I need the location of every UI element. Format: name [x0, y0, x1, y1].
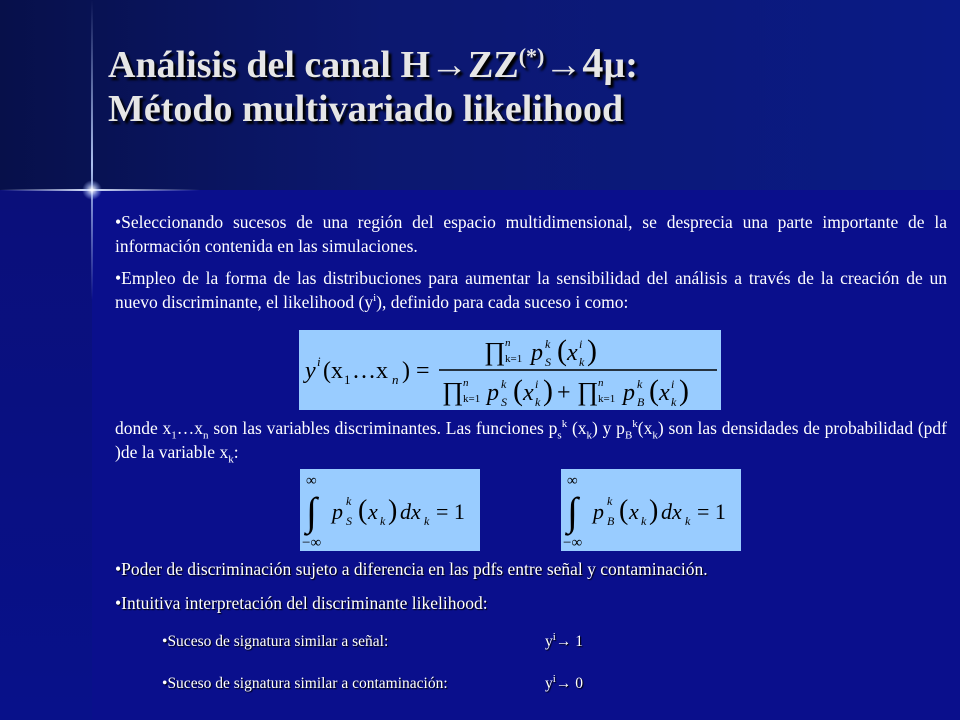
svg-text:x: x: [629, 499, 639, 524]
svg-text:(: (: [619, 495, 629, 526]
sub-bullet-background-value: $y^i\to 0$: [545, 672, 583, 692]
svg-text:p: p: [531, 340, 543, 366]
title-line-2: Método multivariado likelihood: [108, 88, 624, 130]
svg-text:n: n: [598, 377, 604, 389]
integral-signal: [300, 469, 480, 551]
bullet-3: • Poder de discriminación sujeto a diferencia en las pdfs entre señal y contaminación.: [115, 557, 947, 581]
svg-text:(: (: [557, 334, 567, 367]
svg-text:): ): [679, 374, 689, 407]
svg-text:k: k: [607, 494, 613, 508]
svg-text:∫: ∫: [567, 489, 578, 534]
svg-text:x: x: [368, 499, 378, 524]
svg-text:∏: ∏: [577, 377, 599, 406]
svg-text:(x: (x: [323, 358, 343, 384]
sub-bullet-signal-value: $y^i\to 1$: [545, 630, 583, 650]
svg-text:x: x: [523, 380, 534, 406]
likelihood-formula-svg: [299, 330, 721, 410]
svg-text:∞: ∞: [306, 473, 317, 489]
lower-bullets: [115, 557, 947, 623]
svg-text:…x: …x: [352, 358, 388, 384]
svg-text:= 1: = 1: [697, 499, 726, 524]
sub-bullet-signal: • Suceso de signatura similar a señal:: [162, 633, 388, 651]
title-line-1: Análisis del canal H→ZZ(*)→4µ:: [108, 41, 638, 87]
svg-text:x: x: [567, 340, 578, 366]
svg-text:S: S: [501, 395, 507, 409]
svg-text:k=1: k=1: [463, 393, 481, 405]
svg-text:S: S: [346, 514, 352, 528]
svg-text:) =: ) =: [402, 358, 430, 384]
svg-text:k: k: [424, 514, 430, 528]
svg-text:n: n: [392, 372, 399, 387]
svg-text:(: (: [649, 374, 659, 407]
svg-text:k: k: [671, 395, 677, 409]
svg-text:= 1: = 1: [436, 499, 465, 524]
svg-text:i: i: [579, 337, 583, 351]
svg-text:): ): [649, 495, 659, 526]
sub-bullet-background: • Suceso de signatura similar a contaminación:: [162, 675, 448, 693]
svg-text:k: k: [545, 337, 551, 351]
svg-text:i: i: [317, 354, 321, 369]
likelihood-formula: [299, 330, 721, 410]
svg-text:+: +: [557, 380, 571, 406]
svg-text:): ): [388, 495, 398, 526]
svg-text:i: i: [671, 377, 675, 391]
svg-text:∞: ∞: [567, 473, 578, 489]
slide-title: [108, 42, 948, 131]
svg-text:∏: ∏: [442, 377, 464, 406]
svg-text:(: (: [358, 495, 368, 526]
svg-text:S: S: [545, 355, 551, 369]
svg-text:k=1: k=1: [505, 353, 523, 365]
svg-text:B: B: [607, 514, 615, 528]
svg-text:1: 1: [344, 372, 351, 387]
bullet-4: • Intuitiva interpretación del discriminante likelihood:: [115, 591, 947, 615]
svg-text:∫: ∫: [306, 489, 317, 534]
integral-signal-svg: [300, 469, 480, 551]
svg-text:n: n: [505, 337, 511, 349]
donde-text: donde $x_1\dots x_n$ son las variables discriminantes. Las funciones $p_s^k$ $(x_k)$ y $p_B^k(x_k)$ son las densidades de probabilidad (pdf )de la variable $x_k$:: [115, 418, 948, 466]
svg-text:k: k: [685, 514, 691, 528]
svg-text:k: k: [346, 494, 352, 508]
svg-text:k: k: [579, 355, 585, 369]
svg-text:k: k: [641, 514, 647, 528]
svg-text:n: n: [463, 377, 469, 389]
svg-text:dx: dx: [400, 499, 421, 524]
left-band: [0, 190, 92, 720]
svg-text:dx: dx: [661, 499, 682, 524]
svg-text:p: p: [487, 380, 499, 406]
integral-background: [561, 469, 741, 551]
svg-text:k: k: [535, 395, 541, 409]
svg-text:(: (: [513, 374, 523, 407]
svg-text:k: k: [501, 377, 507, 391]
svg-text:−∞: −∞: [563, 535, 583, 551]
svg-text:): ): [587, 334, 597, 367]
svg-text:p: p: [332, 499, 343, 524]
svg-text:k=1: k=1: [598, 393, 616, 405]
integral-background-svg: [561, 469, 741, 551]
bullet-1: • Seleccionando sucesos de una región del espacio multidimensional, se desprecia una parte importante de la información contenida en las simulaciones.: [115, 210, 947, 258]
svg-text:p: p: [593, 499, 604, 524]
svg-text:k: k: [637, 377, 643, 391]
svg-text:B: B: [637, 395, 645, 409]
svg-text:i: i: [535, 377, 539, 391]
slide-body: [115, 210, 947, 322]
svg-text:p: p: [623, 380, 635, 406]
svg-text:∏: ∏: [484, 337, 506, 366]
svg-text:x: x: [659, 380, 670, 406]
svg-text:k: k: [380, 514, 386, 528]
svg-text:−∞: −∞: [302, 535, 322, 551]
bullet-2: • Empleo de la forma de las distribuciones para aumentar la sensibilidad del análisis a través de la creación de un nuevo discriminante, el likelihood $(y^i)$, definido para cada suceso i como:: [115, 266, 947, 314]
svg-text:): ): [543, 374, 553, 407]
flare-vertical: [91, 0, 93, 300]
svg-text:y: y: [305, 358, 316, 384]
flare-core: [82, 180, 102, 200]
